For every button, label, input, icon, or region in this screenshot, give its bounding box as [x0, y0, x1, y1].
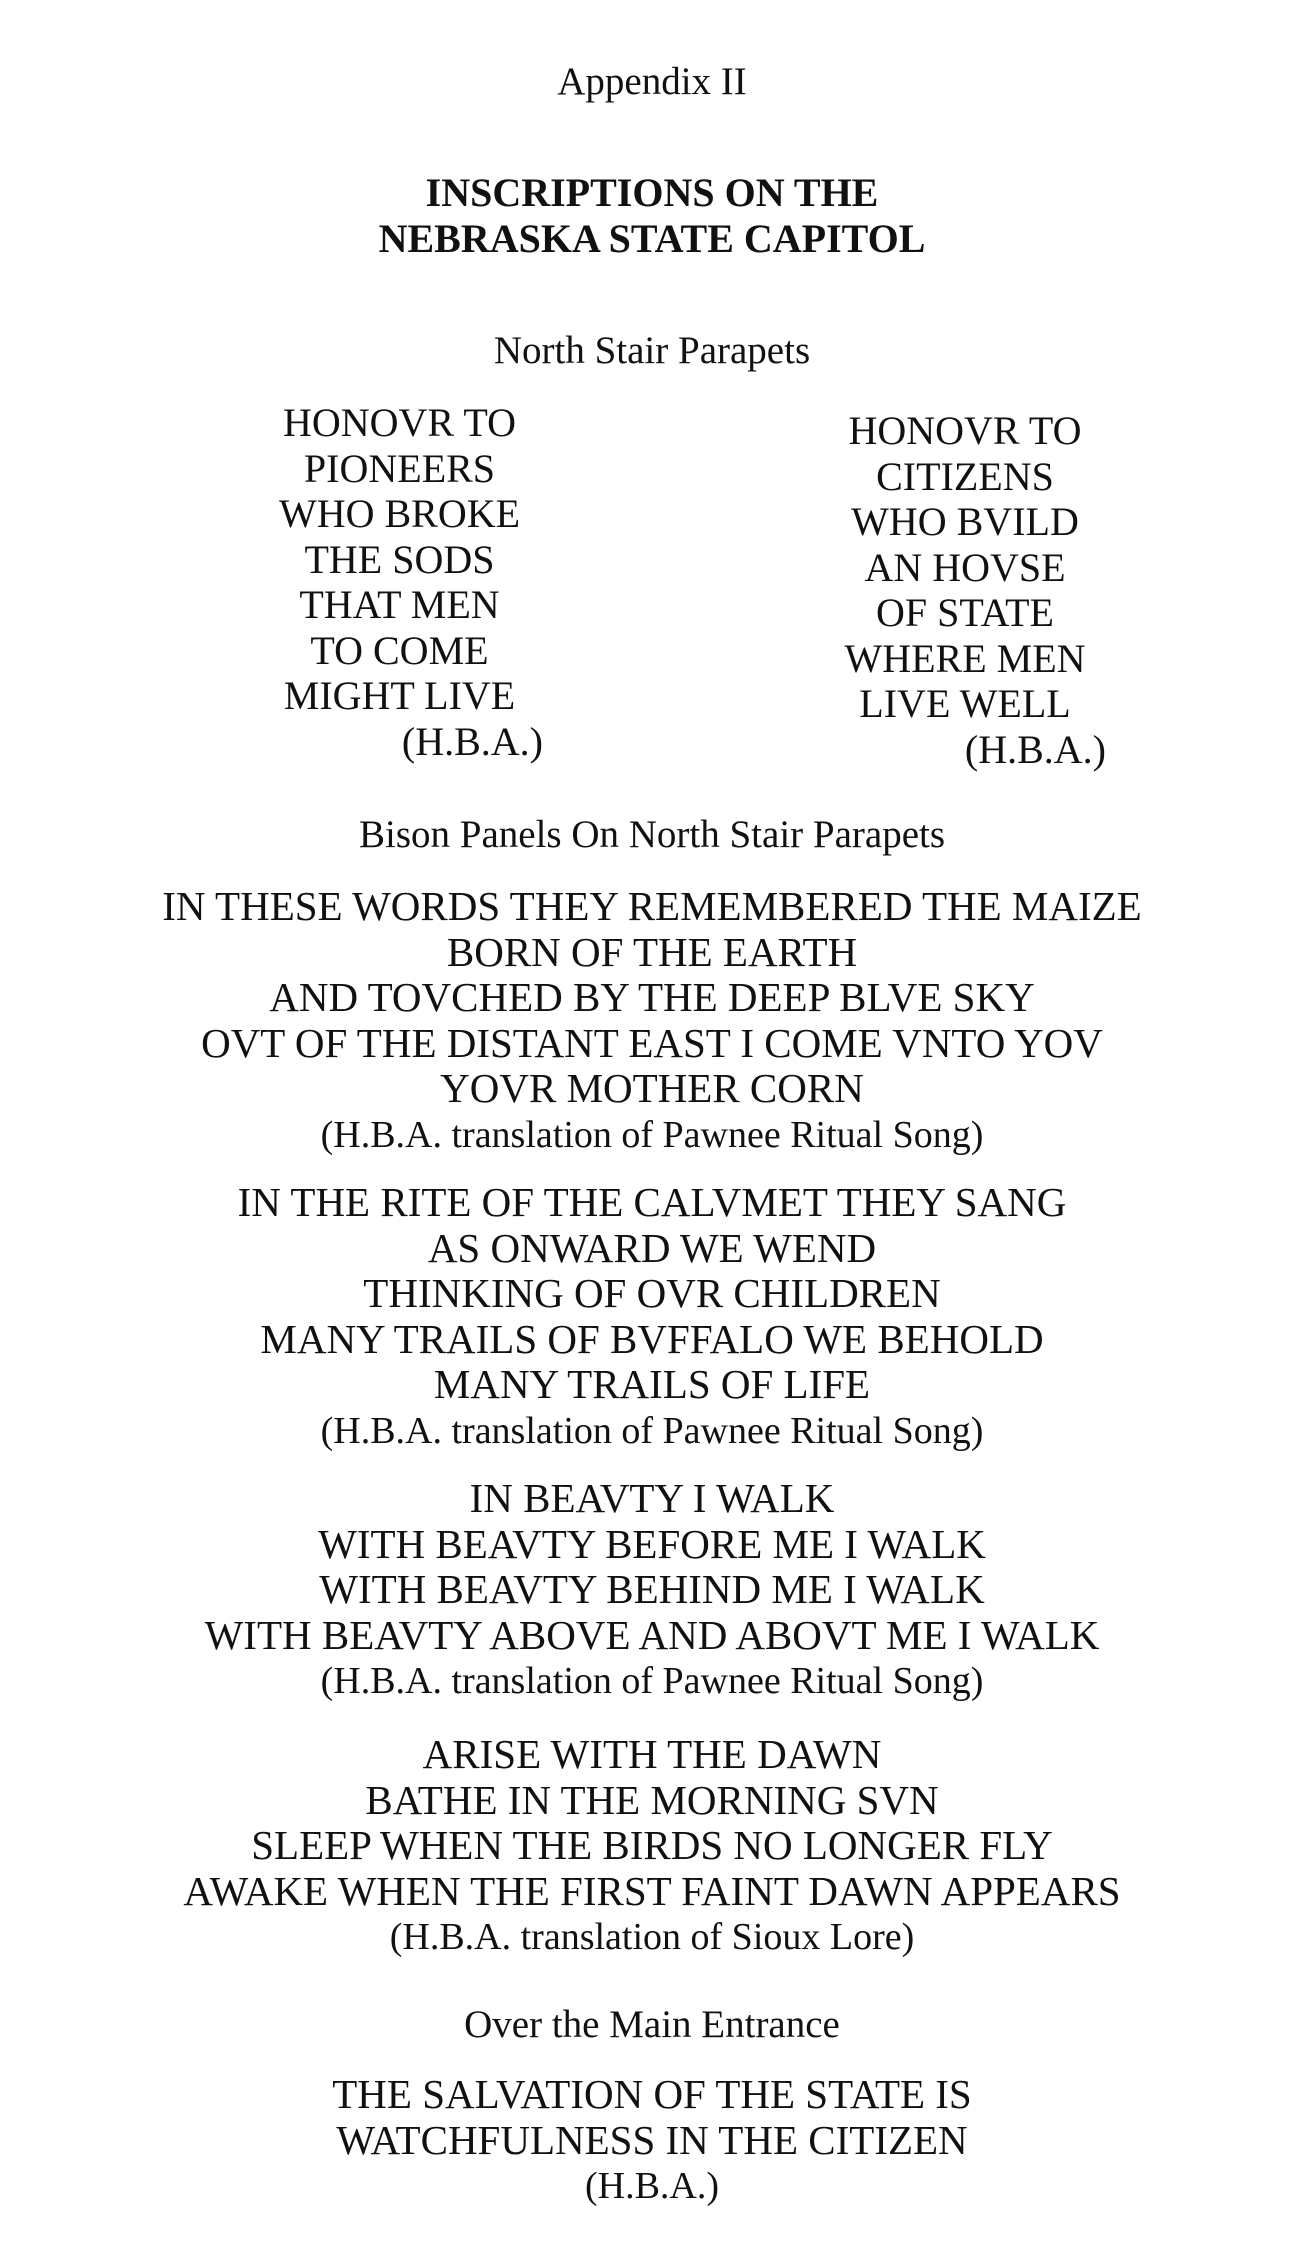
inscription-credit: (H.B.A. translation of Pawnee Ritual Song) [320, 1660, 984, 1702]
inscription-line: WITH BEAVTY BEFORE ME I WALK [318, 1520, 986, 1567]
inscription-line: AN HOVSE [864, 544, 1066, 590]
north-stair-heading: North Stair Parapets [493, 329, 811, 372]
inscription-line: IN BEAVTY I WALK [469, 1475, 835, 1521]
inscription-line: YOVR MOTHER CORN [440, 1065, 864, 1111]
inscription-line: CITIZENS [876, 453, 1054, 499]
inscription-credit: (H.B.A. translation of Sioux Lore) [389, 1916, 915, 1958]
title-line-2: NEBRASKA STATE CAPITOL [378, 216, 926, 261]
inscription-credit: (H.B.A.) [401, 718, 543, 764]
inscription-line: IN THE RITE OF THE CALVMET THEY SANG [237, 1179, 1067, 1225]
main-entrance-inscription [0, 2072, 1304, 2210]
appendix-label: Appendix II [557, 60, 747, 103]
inscription-line: THINKING OF OVR CHILDREN [363, 1270, 941, 1316]
inscription-credit: (H.B.A. translation of Pawnee Ritual Song) [320, 1409, 984, 1452]
inscription-line: WHO BROKE [278, 491, 521, 536]
inscription-line: THE SALVATION OF THE STATE IS [332, 2071, 972, 2117]
inscription-line: WHO BVILD [851, 499, 1079, 544]
inscription-line: IN THESE WORDS THEY REMEMBERED THE MAIZE [162, 883, 1142, 929]
main-entrance-heading: Over the Main Entrance [464, 2003, 840, 2046]
inscription-line: PIONEERS [303, 445, 496, 491]
inscription-line: WITH BEAVTY BEHIND ME I WALK [319, 1566, 985, 1612]
inscription-line: THAT MEN [299, 582, 500, 627]
bison-inscription-2 [0, 1180, 1304, 1455]
inscription-credit: (H.B.A.) [584, 2165, 720, 2207]
bison-inscription-3 [0, 1476, 1304, 1705]
bison-inscription-1 [0, 884, 1304, 1159]
inscription-right-column [820, 408, 1110, 772]
inscription-line: THE SODS [304, 536, 495, 582]
inscription-line: AWAKE WHEN THE FIRST FAINT DAWN APPEARS [183, 1867, 1121, 1914]
inscription-line: WHERE MEN [844, 635, 1086, 681]
inscription-line: OVT OF THE DISTANT EAST I COME VNTO YOV [201, 1019, 1103, 1066]
inscription-line: LIVE WELL [859, 681, 1071, 726]
inscription-credit: (H.B.A. translation of Pawnee Ritual Song) [320, 1113, 984, 1156]
bison-panels-heading: Bison Panels On North Stair Parapets [358, 813, 946, 856]
title-line-1: INSCRIPTIONS ON THE [425, 170, 879, 215]
inscription-line: OF STATE [876, 590, 1054, 635]
inscription-line: HONOVR TO [283, 400, 516, 445]
inscription-line: TO COME [310, 627, 489, 673]
inscription-line: HONOVR TO [848, 408, 1082, 453]
page-title [0, 170, 1304, 262]
inscription-line: WATCHFULNESS IN THE CITIZEN [336, 2116, 968, 2163]
inscription-line: AND TOVCHED BY THE DEEP BLVE SKY [269, 974, 1035, 1020]
inscription-line: WITH BEAVTY ABOVE AND ABOVT ME I WALK [204, 1611, 1100, 1658]
bison-inscription-4 [0, 1732, 1304, 1961]
inscription-left-column [252, 400, 547, 764]
inscription-credit: (H.B.A.) [964, 726, 1106, 772]
inscription-line: MANY TRAILS OF LIFE [433, 1361, 871, 1407]
inscription-line: BORN OF THE EARTH [446, 928, 858, 975]
inscription-line: MIGHT LIVE [283, 673, 516, 718]
inscription-line: BATHE IN THE MORNING SVN [365, 1776, 939, 1823]
inscription-line: MANY TRAILS OF BVFFALO WE BEHOLD [260, 1315, 1044, 1362]
inscription-line: SLEEP WHEN THE BIRDS NO LONGER FLY [251, 1822, 1053, 1868]
inscription-line: AS ONWARD WE WEND [427, 1224, 877, 1271]
inscription-line: ARISE WITH THE DAWN [422, 1731, 882, 1777]
